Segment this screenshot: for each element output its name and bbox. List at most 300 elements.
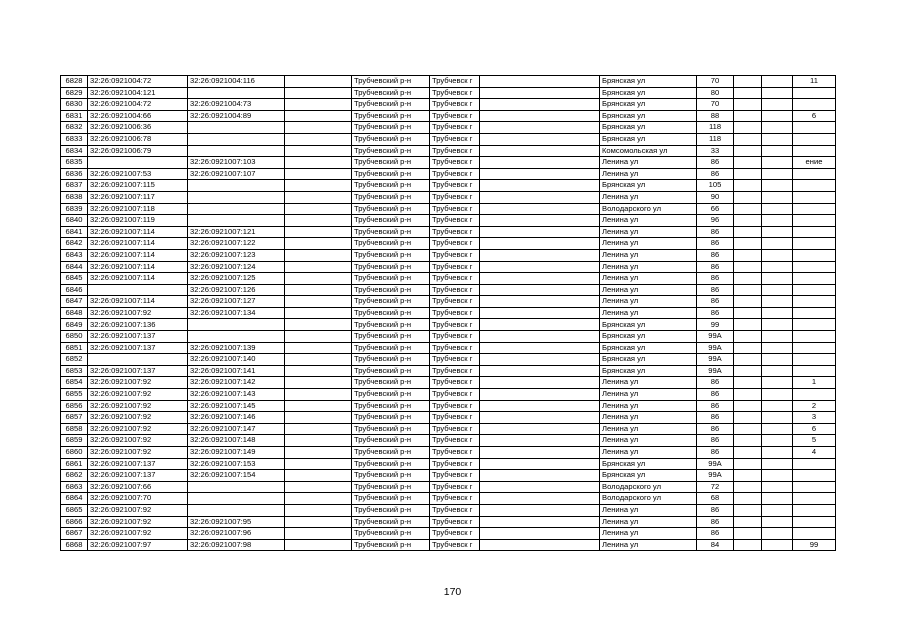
row-number-cell: 6838 bbox=[61, 191, 88, 203]
blank-cell bbox=[734, 238, 762, 250]
blank-cell bbox=[762, 516, 793, 528]
district-cell: Трубчевский р-н bbox=[352, 226, 430, 238]
table-row bbox=[61, 261, 836, 273]
street-cell: Комсомольская ул bbox=[600, 145, 697, 157]
blank-cell bbox=[285, 133, 352, 145]
street-cell: Ленина ул bbox=[600, 412, 697, 424]
street-cell: Ленина ул bbox=[600, 273, 697, 285]
row-number-cell: 6859 bbox=[61, 435, 88, 447]
row-number-cell: 6832 bbox=[61, 122, 88, 134]
table-row bbox=[61, 122, 836, 134]
apartment-cell: 2 bbox=[793, 400, 836, 412]
blank-cell bbox=[734, 122, 762, 134]
city-cell: Трубчевск г bbox=[430, 354, 480, 366]
registry-table bbox=[60, 75, 836, 551]
city-cell: Трубчевск г bbox=[430, 412, 480, 424]
city-cell: Трубчевск г bbox=[430, 99, 480, 111]
row-number-cell: 6831 bbox=[61, 110, 88, 122]
object-cadastral-cell bbox=[188, 319, 285, 331]
apartment-cell bbox=[793, 284, 836, 296]
street-cell: Ленина ул bbox=[600, 157, 697, 169]
table-row bbox=[61, 273, 836, 285]
cadastral-number-cell: 32:26:0921007:137 bbox=[88, 470, 188, 482]
blank-cell bbox=[734, 99, 762, 111]
cadastral-number-cell: 32:26:0921007:97 bbox=[88, 539, 188, 551]
blank-cell bbox=[762, 191, 793, 203]
blank-cell bbox=[762, 412, 793, 424]
blank-cell bbox=[285, 122, 352, 134]
city-cell: Трубчевск г bbox=[430, 458, 480, 470]
blank-cell bbox=[285, 504, 352, 516]
cadastral-number-cell: 32:26:0921007:92 bbox=[88, 377, 188, 389]
row-number-cell: 6857 bbox=[61, 412, 88, 424]
house-number-cell: 86 bbox=[697, 284, 734, 296]
row-number-cell: 6833 bbox=[61, 133, 88, 145]
house-number-cell: 70 bbox=[697, 99, 734, 111]
house-number-cell: 99А bbox=[697, 354, 734, 366]
house-number-cell: 99А bbox=[697, 458, 734, 470]
row-number-cell: 6856 bbox=[61, 400, 88, 412]
apartment-cell bbox=[793, 261, 836, 273]
apartment-cell: 5 bbox=[793, 435, 836, 447]
blank-cell bbox=[480, 319, 600, 331]
street-cell: Брянская ул bbox=[600, 76, 697, 88]
object-cadastral-cell: 32:26:0921007:96 bbox=[188, 528, 285, 540]
city-cell: Трубчевск г bbox=[430, 528, 480, 540]
blank-cell bbox=[285, 215, 352, 227]
city-cell: Трубчевск г bbox=[430, 273, 480, 285]
cadastral-number-cell bbox=[88, 284, 188, 296]
table-row bbox=[61, 249, 836, 261]
house-number-cell: 99А bbox=[697, 331, 734, 343]
city-cell: Трубчевск г bbox=[430, 157, 480, 169]
apartment-cell bbox=[793, 319, 836, 331]
blank-cell bbox=[762, 400, 793, 412]
district-cell: Трубчевский р-н bbox=[352, 400, 430, 412]
blank-cell bbox=[480, 284, 600, 296]
street-cell: Брянская ул bbox=[600, 133, 697, 145]
table-row bbox=[61, 319, 836, 331]
district-cell: Трубчевский р-н bbox=[352, 342, 430, 354]
table-row bbox=[61, 412, 836, 424]
object-cadastral-cell: 32:26:0921007:142 bbox=[188, 377, 285, 389]
blank-cell bbox=[285, 110, 352, 122]
table-row bbox=[61, 180, 836, 192]
registry-body bbox=[61, 76, 836, 551]
house-number-cell: 118 bbox=[697, 133, 734, 145]
row-number-cell: 6863 bbox=[61, 481, 88, 493]
object-cadastral-cell: 32:26:0921007:146 bbox=[188, 412, 285, 424]
apartment-cell bbox=[793, 516, 836, 528]
blank-cell bbox=[480, 238, 600, 250]
object-cadastral-cell: 32:26:0921007:121 bbox=[188, 226, 285, 238]
object-cadastral-cell: 32:26:0921007:107 bbox=[188, 168, 285, 180]
city-cell: Трубчевск г bbox=[430, 516, 480, 528]
cadastral-number-cell: 32:26:0921007:114 bbox=[88, 261, 188, 273]
cadastral-number-cell: 32:26:0921004:72 bbox=[88, 76, 188, 88]
city-cell: Трубчевск г bbox=[430, 296, 480, 308]
city-cell: Трубчевск г bbox=[430, 133, 480, 145]
street-cell: Ленина ул bbox=[600, 423, 697, 435]
city-cell: Трубчевск г bbox=[430, 122, 480, 134]
blank-cell bbox=[762, 528, 793, 540]
district-cell: Трубчевский р-н bbox=[352, 389, 430, 401]
city-cell: Трубчевск г bbox=[430, 481, 480, 493]
street-cell: Ленина ул bbox=[600, 168, 697, 180]
cadastral-number-cell: 32:26:0921007:92 bbox=[88, 307, 188, 319]
row-number-cell: 6837 bbox=[61, 180, 88, 192]
house-number-cell: 99А bbox=[697, 365, 734, 377]
table-row bbox=[61, 133, 836, 145]
table-row bbox=[61, 168, 836, 180]
cadastral-number-cell: 32:26:0921007:70 bbox=[88, 493, 188, 505]
district-cell: Трубчевский р-н bbox=[352, 296, 430, 308]
object-cadastral-cell: 32:26:0921007:122 bbox=[188, 238, 285, 250]
row-number-cell: 6845 bbox=[61, 273, 88, 285]
object-cadastral-cell: 32:26:0921007:153 bbox=[188, 458, 285, 470]
cadastral-number-cell: 32:26:0921007:136 bbox=[88, 319, 188, 331]
row-number-cell: 6839 bbox=[61, 203, 88, 215]
cadastral-number-cell: 32:26:0921007:114 bbox=[88, 226, 188, 238]
object-cadastral-cell bbox=[188, 122, 285, 134]
street-cell: Ленина ул bbox=[600, 296, 697, 308]
district-cell: Трубчевский р-н bbox=[352, 447, 430, 459]
blank-cell bbox=[285, 516, 352, 528]
street-cell: Володарского ул bbox=[600, 493, 697, 505]
blank-cell bbox=[734, 168, 762, 180]
city-cell: Трубчевск г bbox=[430, 493, 480, 505]
table-row bbox=[61, 504, 836, 516]
blank-cell bbox=[762, 76, 793, 88]
blank-cell bbox=[285, 377, 352, 389]
blank-cell bbox=[285, 493, 352, 505]
district-cell: Трубчевский р-н bbox=[352, 528, 430, 540]
street-cell: Брянская ул bbox=[600, 354, 697, 366]
apartment-cell bbox=[793, 528, 836, 540]
blank-cell bbox=[285, 342, 352, 354]
blank-cell bbox=[734, 504, 762, 516]
row-number-cell: 6846 bbox=[61, 284, 88, 296]
cadastral-number-cell: 32:26:0921007:115 bbox=[88, 180, 188, 192]
cadastral-number-cell: 32:26:0921007:92 bbox=[88, 389, 188, 401]
blank-cell bbox=[480, 110, 600, 122]
blank-cell bbox=[480, 157, 600, 169]
table-row bbox=[61, 516, 836, 528]
blank-cell bbox=[734, 180, 762, 192]
street-cell: Ленина ул bbox=[600, 516, 697, 528]
object-cadastral-cell bbox=[188, 331, 285, 343]
object-cadastral-cell bbox=[188, 145, 285, 157]
cadastral-number-cell: 32:26:0921007:92 bbox=[88, 447, 188, 459]
row-number-cell: 6858 bbox=[61, 423, 88, 435]
house-number-cell: 86 bbox=[697, 516, 734, 528]
blank-cell bbox=[480, 99, 600, 111]
object-cadastral-cell: 32:26:0921007:103 bbox=[188, 157, 285, 169]
page-number: 170 bbox=[443, 586, 462, 598]
blank-cell bbox=[762, 284, 793, 296]
street-cell: Ленина ул bbox=[600, 284, 697, 296]
district-cell: Трубчевский р-н bbox=[352, 331, 430, 343]
object-cadastral-cell: 32:26:0921007:95 bbox=[188, 516, 285, 528]
city-cell: Трубчевск г bbox=[430, 168, 480, 180]
table-row bbox=[61, 110, 836, 122]
blank-cell bbox=[480, 133, 600, 145]
house-number-cell: 86 bbox=[697, 423, 734, 435]
house-number-cell: 86 bbox=[697, 238, 734, 250]
blank-cell bbox=[285, 481, 352, 493]
apartment-cell: 1 bbox=[793, 377, 836, 389]
row-number-cell: 6828 bbox=[61, 76, 88, 88]
blank-cell bbox=[480, 87, 600, 99]
city-cell: Трубчевск г bbox=[430, 145, 480, 157]
city-cell: Трубчевск г bbox=[430, 470, 480, 482]
blank-cell bbox=[734, 539, 762, 551]
city-cell: Трубчевск г bbox=[430, 389, 480, 401]
table-row bbox=[61, 191, 836, 203]
street-cell: Ленина ул bbox=[600, 539, 697, 551]
blank-cell bbox=[734, 447, 762, 459]
house-number-cell: 33 bbox=[697, 145, 734, 157]
cadastral-number-cell: 32:26:0921007:92 bbox=[88, 400, 188, 412]
district-cell: Трубчевский р-н bbox=[352, 133, 430, 145]
apartment-cell bbox=[793, 87, 836, 99]
table-row bbox=[61, 99, 836, 111]
district-cell: Трубчевский р-н bbox=[352, 516, 430, 528]
apartment-cell bbox=[793, 180, 836, 192]
cadastral-number-cell: 32:26:0921006:79 bbox=[88, 145, 188, 157]
object-cadastral-cell: 32:26:0921007:127 bbox=[188, 296, 285, 308]
city-cell: Трубчевск г bbox=[430, 226, 480, 238]
blank-cell bbox=[762, 122, 793, 134]
house-number-cell: 88 bbox=[697, 110, 734, 122]
table-row bbox=[61, 493, 836, 505]
city-cell: Трубчевск г bbox=[430, 110, 480, 122]
district-cell: Трубчевский р-н bbox=[352, 122, 430, 134]
row-number-cell: 6830 bbox=[61, 99, 88, 111]
house-number-cell: 80 bbox=[697, 87, 734, 99]
table-row bbox=[61, 481, 836, 493]
apartment-cell bbox=[793, 168, 836, 180]
row-number-cell: 6866 bbox=[61, 516, 88, 528]
district-cell: Трубчевский р-н bbox=[352, 261, 430, 273]
district-cell: Трубчевский р-н bbox=[352, 110, 430, 122]
cadastral-number-cell bbox=[88, 157, 188, 169]
house-number-cell: 99А bbox=[697, 342, 734, 354]
blank-cell bbox=[285, 470, 352, 482]
object-cadastral-cell bbox=[188, 203, 285, 215]
district-cell: Трубчевский р-н bbox=[352, 249, 430, 261]
blank-cell bbox=[285, 389, 352, 401]
blank-cell bbox=[285, 319, 352, 331]
blank-cell bbox=[480, 389, 600, 401]
house-number-cell: 86 bbox=[697, 389, 734, 401]
row-number-cell: 6843 bbox=[61, 249, 88, 261]
blank-cell bbox=[762, 377, 793, 389]
object-cadastral-cell: 32:26:0921007:98 bbox=[188, 539, 285, 551]
blank-cell bbox=[480, 377, 600, 389]
blank-cell bbox=[285, 435, 352, 447]
blank-cell bbox=[480, 423, 600, 435]
street-cell: Ленина ул bbox=[600, 261, 697, 273]
district-cell: Трубчевский р-н bbox=[352, 481, 430, 493]
district-cell: Трубчевский р-н bbox=[352, 493, 430, 505]
apartment-cell: 11 bbox=[793, 76, 836, 88]
row-number-cell: 6865 bbox=[61, 504, 88, 516]
street-cell: Володарского ул bbox=[600, 203, 697, 215]
blank-cell bbox=[480, 180, 600, 192]
district-cell: Трубчевский р-н bbox=[352, 470, 430, 482]
row-number-cell: 6849 bbox=[61, 319, 88, 331]
blank-cell bbox=[285, 76, 352, 88]
house-number-cell: 86 bbox=[697, 249, 734, 261]
cadastral-number-cell bbox=[88, 354, 188, 366]
blank-cell bbox=[734, 76, 762, 88]
apartment-cell bbox=[793, 504, 836, 516]
city-cell: Трубчевск г bbox=[430, 447, 480, 459]
row-number-cell: 6867 bbox=[61, 528, 88, 540]
row-number-cell: 6868 bbox=[61, 539, 88, 551]
house-number-cell: 99А bbox=[697, 470, 734, 482]
blank-cell bbox=[734, 110, 762, 122]
blank-cell bbox=[762, 423, 793, 435]
district-cell: Трубчевский р-н bbox=[352, 76, 430, 88]
blank-cell bbox=[285, 284, 352, 296]
district-cell: Трубчевский р-н bbox=[352, 365, 430, 377]
blank-cell bbox=[734, 342, 762, 354]
blank-cell bbox=[762, 307, 793, 319]
house-number-cell: 99 bbox=[697, 319, 734, 331]
row-number-cell: 6844 bbox=[61, 261, 88, 273]
blank-cell bbox=[285, 296, 352, 308]
district-cell: Трубчевский р-н bbox=[352, 203, 430, 215]
cadastral-number-cell: 32:26:0921007:114 bbox=[88, 238, 188, 250]
blank-cell bbox=[480, 203, 600, 215]
cadastral-number-cell: 32:26:0921004:66 bbox=[88, 110, 188, 122]
table-row bbox=[61, 203, 836, 215]
row-number-cell: 6861 bbox=[61, 458, 88, 470]
district-cell: Трубчевский р-н bbox=[352, 168, 430, 180]
street-cell: Брянская ул bbox=[600, 180, 697, 192]
blank-cell bbox=[762, 319, 793, 331]
cadastral-number-cell: 32:26:0921007:137 bbox=[88, 331, 188, 343]
row-number-cell: 6840 bbox=[61, 215, 88, 227]
blank-cell bbox=[762, 504, 793, 516]
house-number-cell: 86 bbox=[697, 261, 734, 273]
street-cell: Ленина ул bbox=[600, 215, 697, 227]
blank-cell bbox=[285, 412, 352, 424]
cadastral-number-cell: 32:26:0921007:137 bbox=[88, 342, 188, 354]
blank-cell bbox=[285, 191, 352, 203]
blank-cell bbox=[285, 145, 352, 157]
apartment-cell bbox=[793, 296, 836, 308]
row-number-cell: 6864 bbox=[61, 493, 88, 505]
blank-cell bbox=[762, 389, 793, 401]
blank-cell bbox=[762, 87, 793, 99]
district-cell: Трубчевский р-н bbox=[352, 180, 430, 192]
apartment-cell bbox=[793, 226, 836, 238]
blank-cell bbox=[734, 493, 762, 505]
apartment-cell: 6 bbox=[793, 110, 836, 122]
cadastral-number-cell: 32:26:0921007:92 bbox=[88, 435, 188, 447]
house-number-cell: 96 bbox=[697, 215, 734, 227]
blank-cell bbox=[734, 412, 762, 424]
district-cell: Трубчевский р-н bbox=[352, 215, 430, 227]
row-number-cell: 6848 bbox=[61, 307, 88, 319]
blank-cell bbox=[762, 435, 793, 447]
apartment-cell bbox=[793, 249, 836, 261]
table-row bbox=[61, 226, 836, 238]
house-number-cell: 86 bbox=[697, 307, 734, 319]
blank-cell bbox=[734, 215, 762, 227]
blank-cell bbox=[762, 249, 793, 261]
apartment-cell bbox=[793, 122, 836, 134]
object-cadastral-cell: 32:26:0921007:148 bbox=[188, 435, 285, 447]
table-row bbox=[61, 365, 836, 377]
district-cell: Трубчевский р-н bbox=[352, 423, 430, 435]
blank-cell bbox=[734, 284, 762, 296]
cadastral-number-cell: 32:26:0921007:137 bbox=[88, 458, 188, 470]
district-cell: Трубчевский р-н bbox=[352, 145, 430, 157]
street-cell: Брянская ул bbox=[600, 458, 697, 470]
cadastral-number-cell: 32:26:0921007:114 bbox=[88, 249, 188, 261]
district-cell: Трубчевский р-н bbox=[352, 377, 430, 389]
blank-cell bbox=[285, 354, 352, 366]
blank-cell bbox=[734, 423, 762, 435]
object-cadastral-cell: 32:26:0921007:145 bbox=[188, 400, 285, 412]
city-cell: Трубчевск г bbox=[430, 284, 480, 296]
apartment-cell bbox=[793, 481, 836, 493]
blank-cell bbox=[480, 215, 600, 227]
object-cadastral-cell bbox=[188, 180, 285, 192]
blank-cell bbox=[762, 458, 793, 470]
district-cell: Трубчевский р-н bbox=[352, 99, 430, 111]
cadastral-number-cell: 32:26:0921007:137 bbox=[88, 365, 188, 377]
row-number-cell: 6836 bbox=[61, 168, 88, 180]
blank-cell bbox=[285, 331, 352, 343]
row-number-cell: 6860 bbox=[61, 447, 88, 459]
city-cell: Трубчевск г bbox=[430, 435, 480, 447]
table-row bbox=[61, 435, 836, 447]
blank-cell bbox=[480, 481, 600, 493]
street-cell: Ленина ул bbox=[600, 447, 697, 459]
city-cell: Трубчевск г bbox=[430, 539, 480, 551]
apartment-cell bbox=[793, 99, 836, 111]
object-cadastral-cell bbox=[188, 215, 285, 227]
blank-cell bbox=[762, 133, 793, 145]
house-number-cell: 86 bbox=[697, 412, 734, 424]
blank-cell bbox=[762, 342, 793, 354]
city-cell: Трубчевск г bbox=[430, 76, 480, 88]
street-cell: Ленина ул bbox=[600, 435, 697, 447]
blank-cell bbox=[734, 87, 762, 99]
blank-cell bbox=[734, 296, 762, 308]
row-number-cell: 6855 bbox=[61, 389, 88, 401]
apartment-cell: ение bbox=[793, 157, 836, 169]
blank-cell bbox=[762, 145, 793, 157]
street-cell: Брянская ул bbox=[600, 122, 697, 134]
district-cell: Трубчевский р-н bbox=[352, 87, 430, 99]
cadastral-number-cell: 32:26:0921007:92 bbox=[88, 423, 188, 435]
apartment-cell bbox=[793, 458, 836, 470]
street-cell: Володарского ул bbox=[600, 481, 697, 493]
house-number-cell: 86 bbox=[697, 435, 734, 447]
district-cell: Трубчевский р-н bbox=[352, 354, 430, 366]
city-cell: Трубчевск г bbox=[430, 504, 480, 516]
house-number-cell: 86 bbox=[697, 447, 734, 459]
city-cell: Трубчевск г bbox=[430, 249, 480, 261]
district-cell: Трубчевский р-н bbox=[352, 238, 430, 250]
blank-cell bbox=[480, 76, 600, 88]
